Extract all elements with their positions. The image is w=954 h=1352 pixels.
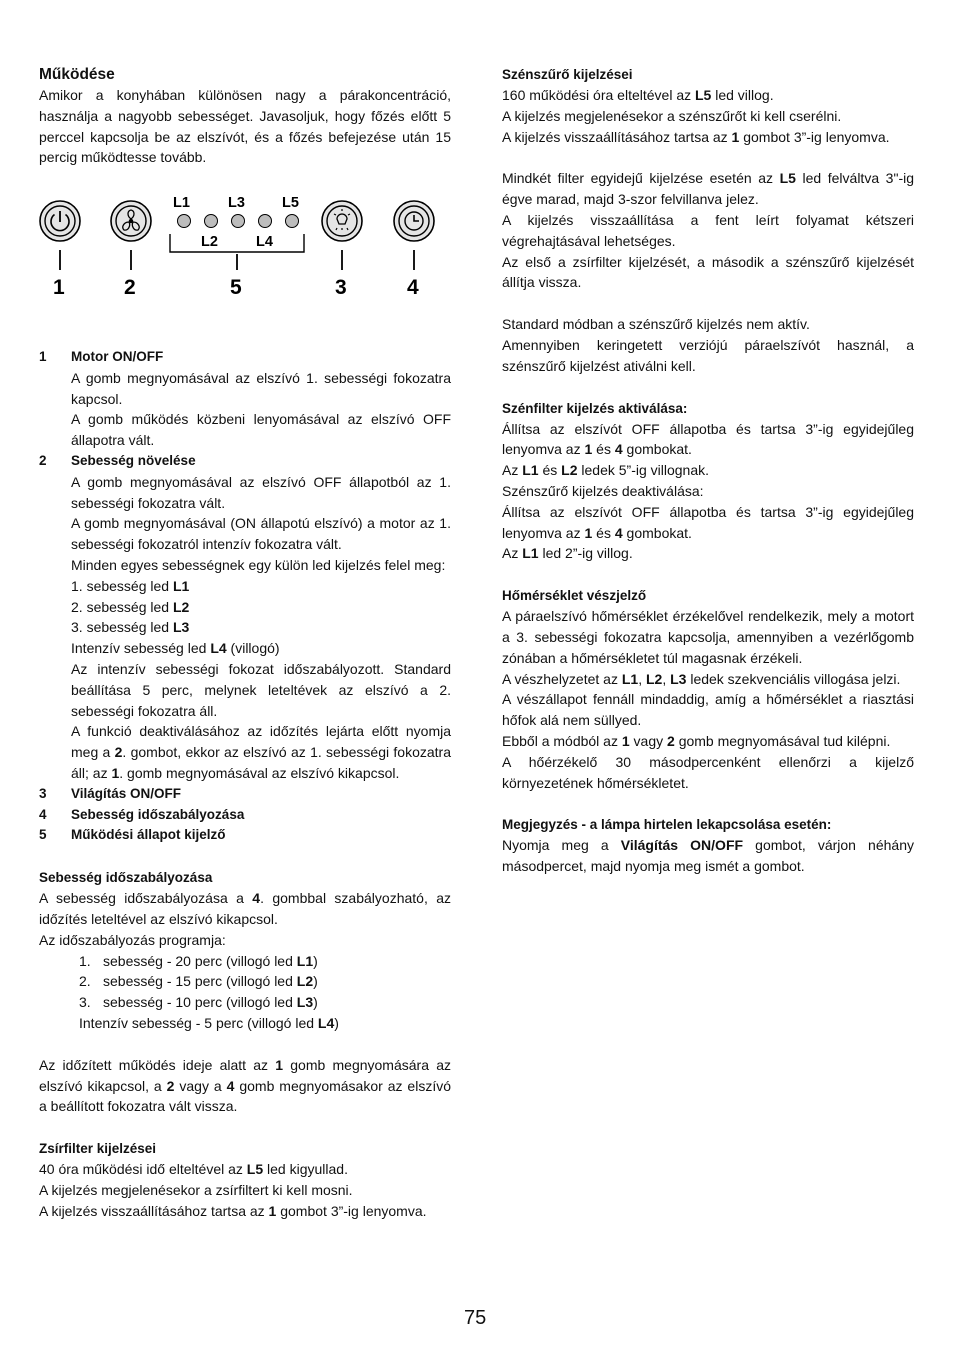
carbon-line: A kijelzés megjelenésekor a szénszűrőt ki kell cserélni. <box>502 107 842 124</box>
carbon-line: 160 működési óra elteltével az L5 led villog. <box>502 87 774 103</box>
both-filters-paragraph: A kijelzés visszaállítása a fent leírt folyamat kétszeri végrehajtásával lehetséges. <box>502 211 914 249</box>
carbon-filter-heading: Szénszűrő kijelzései <box>502 67 633 82</box>
item-number: 3 <box>39 785 47 801</box>
timer-button-icon <box>394 201 434 241</box>
item-number: 2 <box>39 452 47 468</box>
led-label-l2: L2 <box>201 234 218 250</box>
temperature-text: Ebből a módból az 1 vagy 2 gomb megnyomásával tud kilépni. <box>502 732 891 749</box>
both-filters-paragraph: Az első a zsírfilter kijelzését, a második a szénszűrő kijelzését állítja vissza. <box>502 253 914 291</box>
timed-operation-paragraph: Az időzített működés ideje alatt az 1 gomb megnyomására az elszívó kikapcsol, a 2 vagy a 4 gomb megnyomásakor az elszívó a beállított fokozatra vált vissza. <box>39 1056 452 1115</box>
temperature-text: A páraelszívó hőmérséklet érzékelővel rendelkezik, mely a motort a 3. sebességi fokozatra kapcsolja, amennyiben a vezérlőgomb zónában a hőmérsékletet túl magasnak érzékeli. <box>502 608 914 666</box>
list-item <box>39 451 451 472</box>
carbon-line: A kijelzés visszaállításához tartsa az 1 gombot 3”-ig lenyomva. <box>502 128 890 145</box>
grease-line: A kijelzés megjelenésekor a zsírfiltert ki kell mosni. <box>39 1181 353 1198</box>
control-panel-diagram <box>39 192 451 302</box>
timer-paragraph: A sebesség időszabályozása a 4. gombbal szabályozható, az időzítés leteltével az elszívó kikapcsol. <box>39 890 451 927</box>
timer-list-item: 3. sebesség - 10 perc (villogó led L3) <box>79 994 318 1011</box>
timer-intensive-line: Intenzív sebesség - 5 perc (villogó led L4) <box>79 1014 339 1031</box>
grease-filter-heading: Zsírfilter kijelzései <box>39 1141 157 1157</box>
item-text: A gomb megnyomásával az elszívó OFF állapotból az 1. sebességi fokozatra vált. <box>71 473 451 511</box>
light-button-icon <box>322 201 362 241</box>
timer-heading: Sebesség időszabályozása <box>39 870 213 886</box>
item-title: Motor ON/OFF <box>71 349 164 364</box>
power-button-icon <box>40 201 80 241</box>
deactivation-label: Szénszűrő kijelzés deaktiválása: <box>502 482 704 499</box>
note-heading: Megjegyzés - a lámpa hirtelen lekapcsolása esetén: <box>502 817 832 833</box>
panel-number-2: 2 <box>124 276 136 299</box>
panel-number-1: 1 <box>53 276 65 299</box>
page-number: 75 <box>464 1307 487 1329</box>
item-text: A funkció deaktiválásához az időzítés lejárta előtt nyomja meg a 2. gombot, ekkor az elszívó az 1. sebességi fokozatra áll; az 1. gomb megnyomásával az elszívó kikapcsol. <box>71 723 451 781</box>
timer-program-label: Az időszabályozás programja: <box>39 931 226 948</box>
speed-led-line: 2. sebesség led L2 <box>71 598 190 615</box>
led-label-l5: L5 <box>282 195 299 211</box>
note-text: Nyomja meg a Világítás ON/OFF gombot, várjon néhány másodpercet, majd nyomja meg ismét a gombot. <box>502 837 914 875</box>
grease-line: 40 óra működési idő elteltével az L5 led kigyullad. <box>39 1161 348 1178</box>
deactivation-text: Állítsa az elszívót OFF állapotba és tartsa 3”-ig egyidejűleg lenyomva az 1 és 4 gombokat. <box>502 503 914 541</box>
item-text: A gomb megnyomásával az elszívó 1. sebességi fokozatra kapcsol. <box>71 369 451 407</box>
intro-paragraph: Amikor a konyhában különösen nagy a párakoncentráció, használja a nagyobb sebességet. Javasoljuk, hogy főzés előtt 5 perccel kapcsolja be az elszívót, és a főzés befejezése után 15 percig működtesse tovább. <box>39 87 451 166</box>
item-title: Működési állapot kijelző <box>71 827 226 843</box>
timer-list-item: 2. sebesség - 15 perc (villogó led L2) <box>79 973 318 990</box>
led-label-l4: L4 <box>256 234 273 250</box>
item-text: Az intenzív sebességi fokozat időszabályozott. Standard beállítása 5 perc, melynek leteltévek az elszívó a 2. sebességi fokozatra áll. <box>71 660 451 719</box>
item-title: Sebesség növelése <box>71 452 196 468</box>
list-item <box>39 805 451 826</box>
item-text: A gomb megnyomásával (ON állapotú elszívó) a motor az 1. sebességi fokozatról intenzív fokozatra vált. <box>71 515 451 553</box>
temperature-text: A hőérzékelő 30 másodpercenként ellenőrzi a kijelző környezetének hőmérsékletet. <box>502 753 914 791</box>
grease-line: A kijelzés visszaállításához tartsa az 1 gombot 3”-ig lenyomva. <box>39 1202 427 1219</box>
left-column <box>39 64 451 168</box>
intensive-led-line: Intenzív sebesség led L4 (villogó) <box>71 640 280 657</box>
standard-mode-text: Standard módban a szénszűrő kijelzés nem aktív. <box>502 316 810 333</box>
panel-number-5: 5 <box>230 276 242 299</box>
standard-mode-text: Amennyiben keringetett verziójú páraelszívót használ, a szénszűrő kijelzést ativálni kell. <box>502 336 914 374</box>
item-number: 1 <box>39 349 47 364</box>
timer-list-item: 1. sebesség - 20 perc (villogó led L1) <box>79 952 318 969</box>
item-number: 4 <box>39 806 47 822</box>
speed-led-line: 1. sebesség led L1 <box>71 577 190 594</box>
fan-button-icon <box>111 201 151 241</box>
item-title: Világítás ON/OFF <box>71 785 182 801</box>
led-label-l1: L1 <box>173 195 190 211</box>
panel-number-4: 4 <box>407 276 419 299</box>
speed-led-line: 3. sebesség led L3 <box>71 619 190 636</box>
item-text: A gomb működés közbeni lenyomásával az elszívó OFF állapotra vált. <box>71 411 451 449</box>
activation-heading: Szénfilter kijelzés aktiválása: <box>502 400 688 416</box>
list-item <box>39 347 451 368</box>
panel-number-3: 3 <box>335 276 347 299</box>
temperature-text: A vészhelyzetet az L1, L2, L3 ledek szekvenciális villogása jelzi. <box>502 670 901 687</box>
item-title: Sebesség időszabályozása <box>71 806 245 822</box>
right-column <box>502 64 914 877</box>
left-column-lower <box>39 347 451 1221</box>
item-number: 5 <box>39 827 47 843</box>
activation-text: Az L1 és L2 ledek 5”-ig villognak. <box>502 462 710 479</box>
activation-text: Állítsa az elszívót OFF állapotba és tartsa 3”-ig egyidejűleg lenyomva az 1 és 4 gombokat. <box>502 420 914 458</box>
temperature-text: A vészállapot fennáll mindaddig, amíg a hőmérséklet a riasztási hőfok alá nem süllyed. <box>502 691 914 729</box>
both-filters-paragraph: Mindkét filter egyidejű kijelzése esetén az L5 led felváltva 3"-ig égve marad, majd 3-szor felvillanva jelez. <box>502 170 914 208</box>
section-heading-mukodese: Működése <box>39 66 115 83</box>
deactivation-text: Az L1 led 2”-ig villog. <box>502 545 633 562</box>
led-label-l3: L3 <box>228 195 245 211</box>
temperature-alarm-heading: Hőmérséklet vészjelző <box>502 588 647 604</box>
item-text: Minden egyes sebességnek egy külön led kijelzés felel meg: <box>71 556 446 573</box>
list-item <box>39 784 451 805</box>
led-indicators <box>178 215 299 228</box>
list-item <box>39 825 451 846</box>
